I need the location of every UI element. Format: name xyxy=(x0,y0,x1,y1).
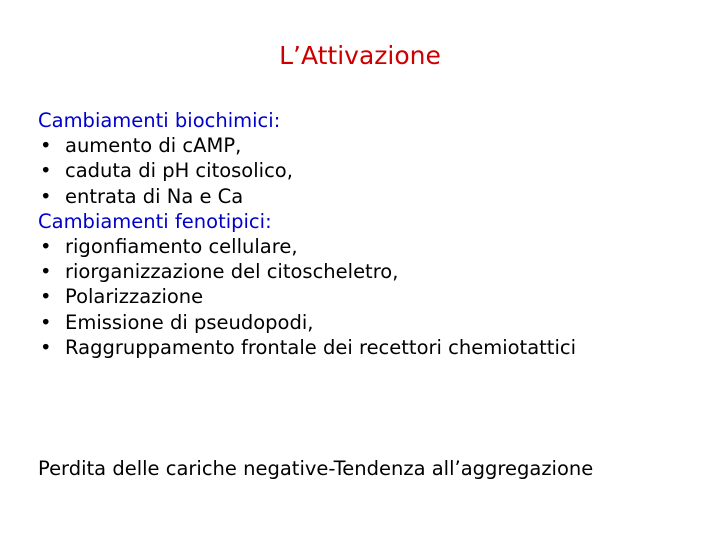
bullet-item xyxy=(38,259,708,284)
bullet-text: riorganizzazione del citoscheletro, xyxy=(65,260,399,284)
bullet-icon: • xyxy=(40,335,52,359)
bullet-icon: • xyxy=(40,184,52,208)
section-heading-phenotypic: Cambiamenti fenotipici: xyxy=(38,209,272,233)
bullet-text: entrata di Na e Ca xyxy=(65,184,244,208)
bullet-icon: • xyxy=(40,159,52,183)
bullet-item xyxy=(38,310,708,335)
bullet-icon: • xyxy=(40,235,52,259)
bullet-text: aumento di cAMP, xyxy=(65,134,242,158)
bullet-icon: • xyxy=(40,260,52,284)
bullet-item xyxy=(38,234,708,259)
bullet-text: Emissione di pseudopodi, xyxy=(65,310,314,334)
slide-title: L’Attivazione xyxy=(279,41,441,70)
bullet-icon: • xyxy=(40,285,52,309)
bullet-item xyxy=(38,133,708,158)
bullet-item xyxy=(38,158,708,183)
bullet-icon: • xyxy=(40,310,52,334)
bullet-item xyxy=(38,184,708,209)
bullet-text: caduta di pH citosolico, xyxy=(65,159,293,183)
bullet-item xyxy=(38,284,708,309)
conclusion-text: Perdita delle cariche negative-Tendenza all’aggregazione xyxy=(38,457,594,480)
bullet-text: Polarizzazione xyxy=(65,285,204,309)
slide-content xyxy=(38,108,708,360)
bullet-text: Raggruppamento frontale dei recettori chemiotattici xyxy=(65,335,576,359)
bullet-item xyxy=(38,335,708,360)
bullet-icon: • xyxy=(40,134,52,158)
bullet-text: rigonfiamento cellulare, xyxy=(65,235,298,259)
section-heading-biochemical: Cambiamenti biochimici: xyxy=(38,109,281,132)
